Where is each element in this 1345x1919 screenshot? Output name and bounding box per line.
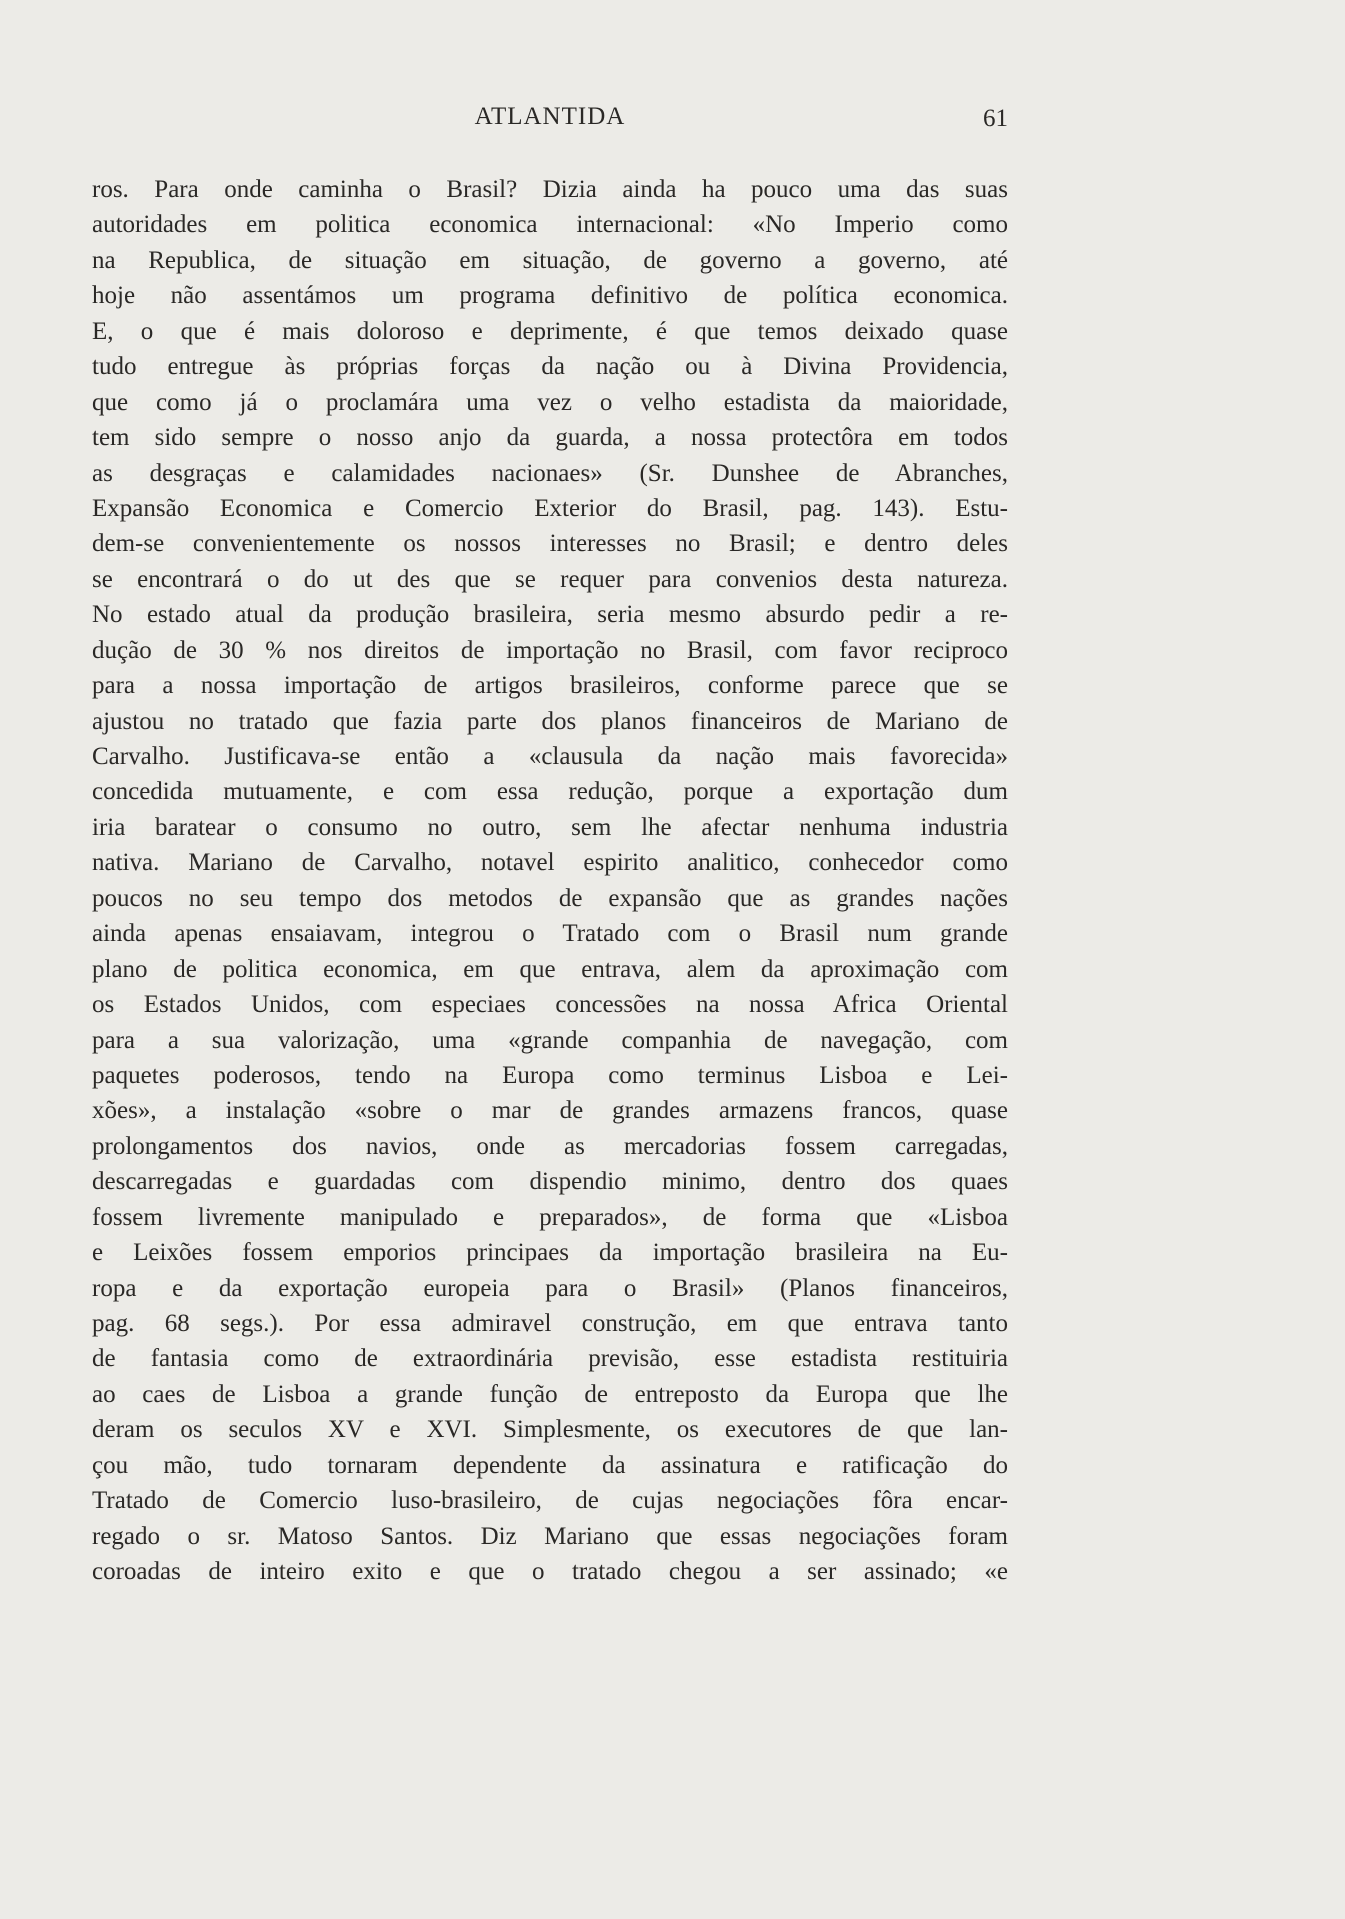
text-line: No estado atual da produção brasileira, seria mesmo absurdo pedir a re-: [92, 601, 1008, 629]
text-line: ao caes de Lisboa a grande função de entreposto da Europa que lhe: [92, 1380, 1008, 1408]
text-line: ros. Para onde caminha o Brasil? Dizia ainda ha pouco uma das suas: [92, 176, 1008, 203]
text-line: autoridades em politica economica internacional: «No Imperio como: [92, 211, 1008, 239]
text-line: que como já o proclamára uma vez o velho estadista da maioridade,: [92, 388, 1008, 416]
text-line: dução de 30 % nos direitos de importação no Brasil, com favor reciproco: [92, 636, 1008, 664]
text-line: descarregadas e guardadas com dispendio minimo, dentro dos quaes: [92, 1168, 1008, 1196]
text-line: çou mão, tudo tornaram dependente da assinatura e ratificação do: [92, 1451, 1008, 1479]
text-line: de fantasia como de extraordinária previsão, esse estadista restituiria: [92, 1345, 1008, 1373]
text-line: plano de politica economica, em que entrava, alem da aproximação com: [92, 955, 1008, 983]
text-line: regado o sr. Matoso Santos. Diz Mariano que essas negociações foram: [92, 1522, 1008, 1550]
text-line: poucos no seu tempo dos metodos de expansão que as grandes nações: [92, 884, 1008, 912]
text-line: ainda apenas ensaiavam, integrou o Tratado com o Brasil num grande: [92, 920, 1008, 948]
text-line: os Estados Unidos, com especiaes concessões na nossa Africa Oriental: [92, 991, 1008, 1019]
text-line: na Republica, de situação em situação, de governo a governo, até: [92, 246, 1008, 274]
text-line: Carvalho. Justificava-se então a «clausula da nação mais favorecida»: [92, 743, 1008, 770]
text-line: tudo entregue às próprias forças da nação ou à Divina Providencia,: [92, 353, 1008, 381]
text-line: ropa e da exportação europeia para o Brasil» (Planos financeiros,: [92, 1274, 1008, 1302]
text-line: e Leixões fossem emporios principaes da importação brasileira na Eu-: [92, 1239, 1008, 1267]
text-line: para a nossa importação de artigos brasileiros, conforme parece que se: [92, 672, 1008, 700]
text-line: iria baratear o consumo no outro, sem lhe afectar nenhuma industria: [92, 813, 1008, 841]
text-line: prolongamentos dos navios, onde as mercadorias fossem carregadas,: [92, 1132, 1008, 1160]
text-line: xões», a instalação «sobre o mar de grandes armazens francos, quase: [92, 1097, 1008, 1125]
text-line: concedida mutuamente, e com essa redução, porque a exportação dum: [92, 778, 1008, 806]
text-line: pag. 68 segs.). Por essa admiravel construção, em que entrava tanto: [92, 1310, 1008, 1337]
text-line: se encontrará o do ut des que se requer para convenios desta natureza.: [92, 565, 1008, 593]
text-line: dem-se convenientemente os nossos interesses no Brasil; e dentro deles: [92, 530, 1008, 558]
text-line: fossem livremente manipulado e preparados», de forma que «Lisboa: [92, 1203, 1008, 1231]
text-line: nativa. Mariano de Carvalho, notavel espirito analitico, conhecedor como: [92, 849, 1008, 877]
text-line: ajustou no tratado que fazia parte dos planos financeiros de Mariano de: [92, 707, 1008, 735]
running-head: [92, 103, 1008, 143]
text-line: paquetes poderosos, tendo na Europa como terminus Lisboa e Lei-: [92, 1061, 1008, 1089]
text-line: hoje não assentámos um programa definitivo de política economica.: [92, 282, 1008, 310]
page-number: 61: [983, 105, 1008, 132]
text-line: as desgraças e calamidades nacionaes» (Sr. Dunshee de Abranches,: [92, 459, 1008, 487]
text-line: coroadas de inteiro exito e que o tratado chegou a ser assinado; «e: [92, 1558, 1008, 1586]
text-line: Tratado de Comercio luso-brasileiro, de cujas negociações fôra encar-: [92, 1487, 1008, 1515]
text-line: deram os seculos XV e XVI. Simplesmente, os executores de que lan-: [92, 1416, 1008, 1444]
text-line: E, o que é mais doloroso e deprimente, é que temos deixado quase: [92, 317, 1008, 345]
journal-title: ATLANTIDA: [474, 103, 626, 130]
text-line: tem sido sempre o nosso anjo da guarda, a nossa protectôra em todos: [92, 424, 1008, 452]
text-line: Expansão Economica e Comercio Exterior do Brasil, pag. 143). Estu-: [92, 494, 1008, 522]
text-line: para a sua valorização, uma «grande companhia de navegação, com: [92, 1026, 1008, 1054]
body-text: [92, 172, 1008, 1590]
